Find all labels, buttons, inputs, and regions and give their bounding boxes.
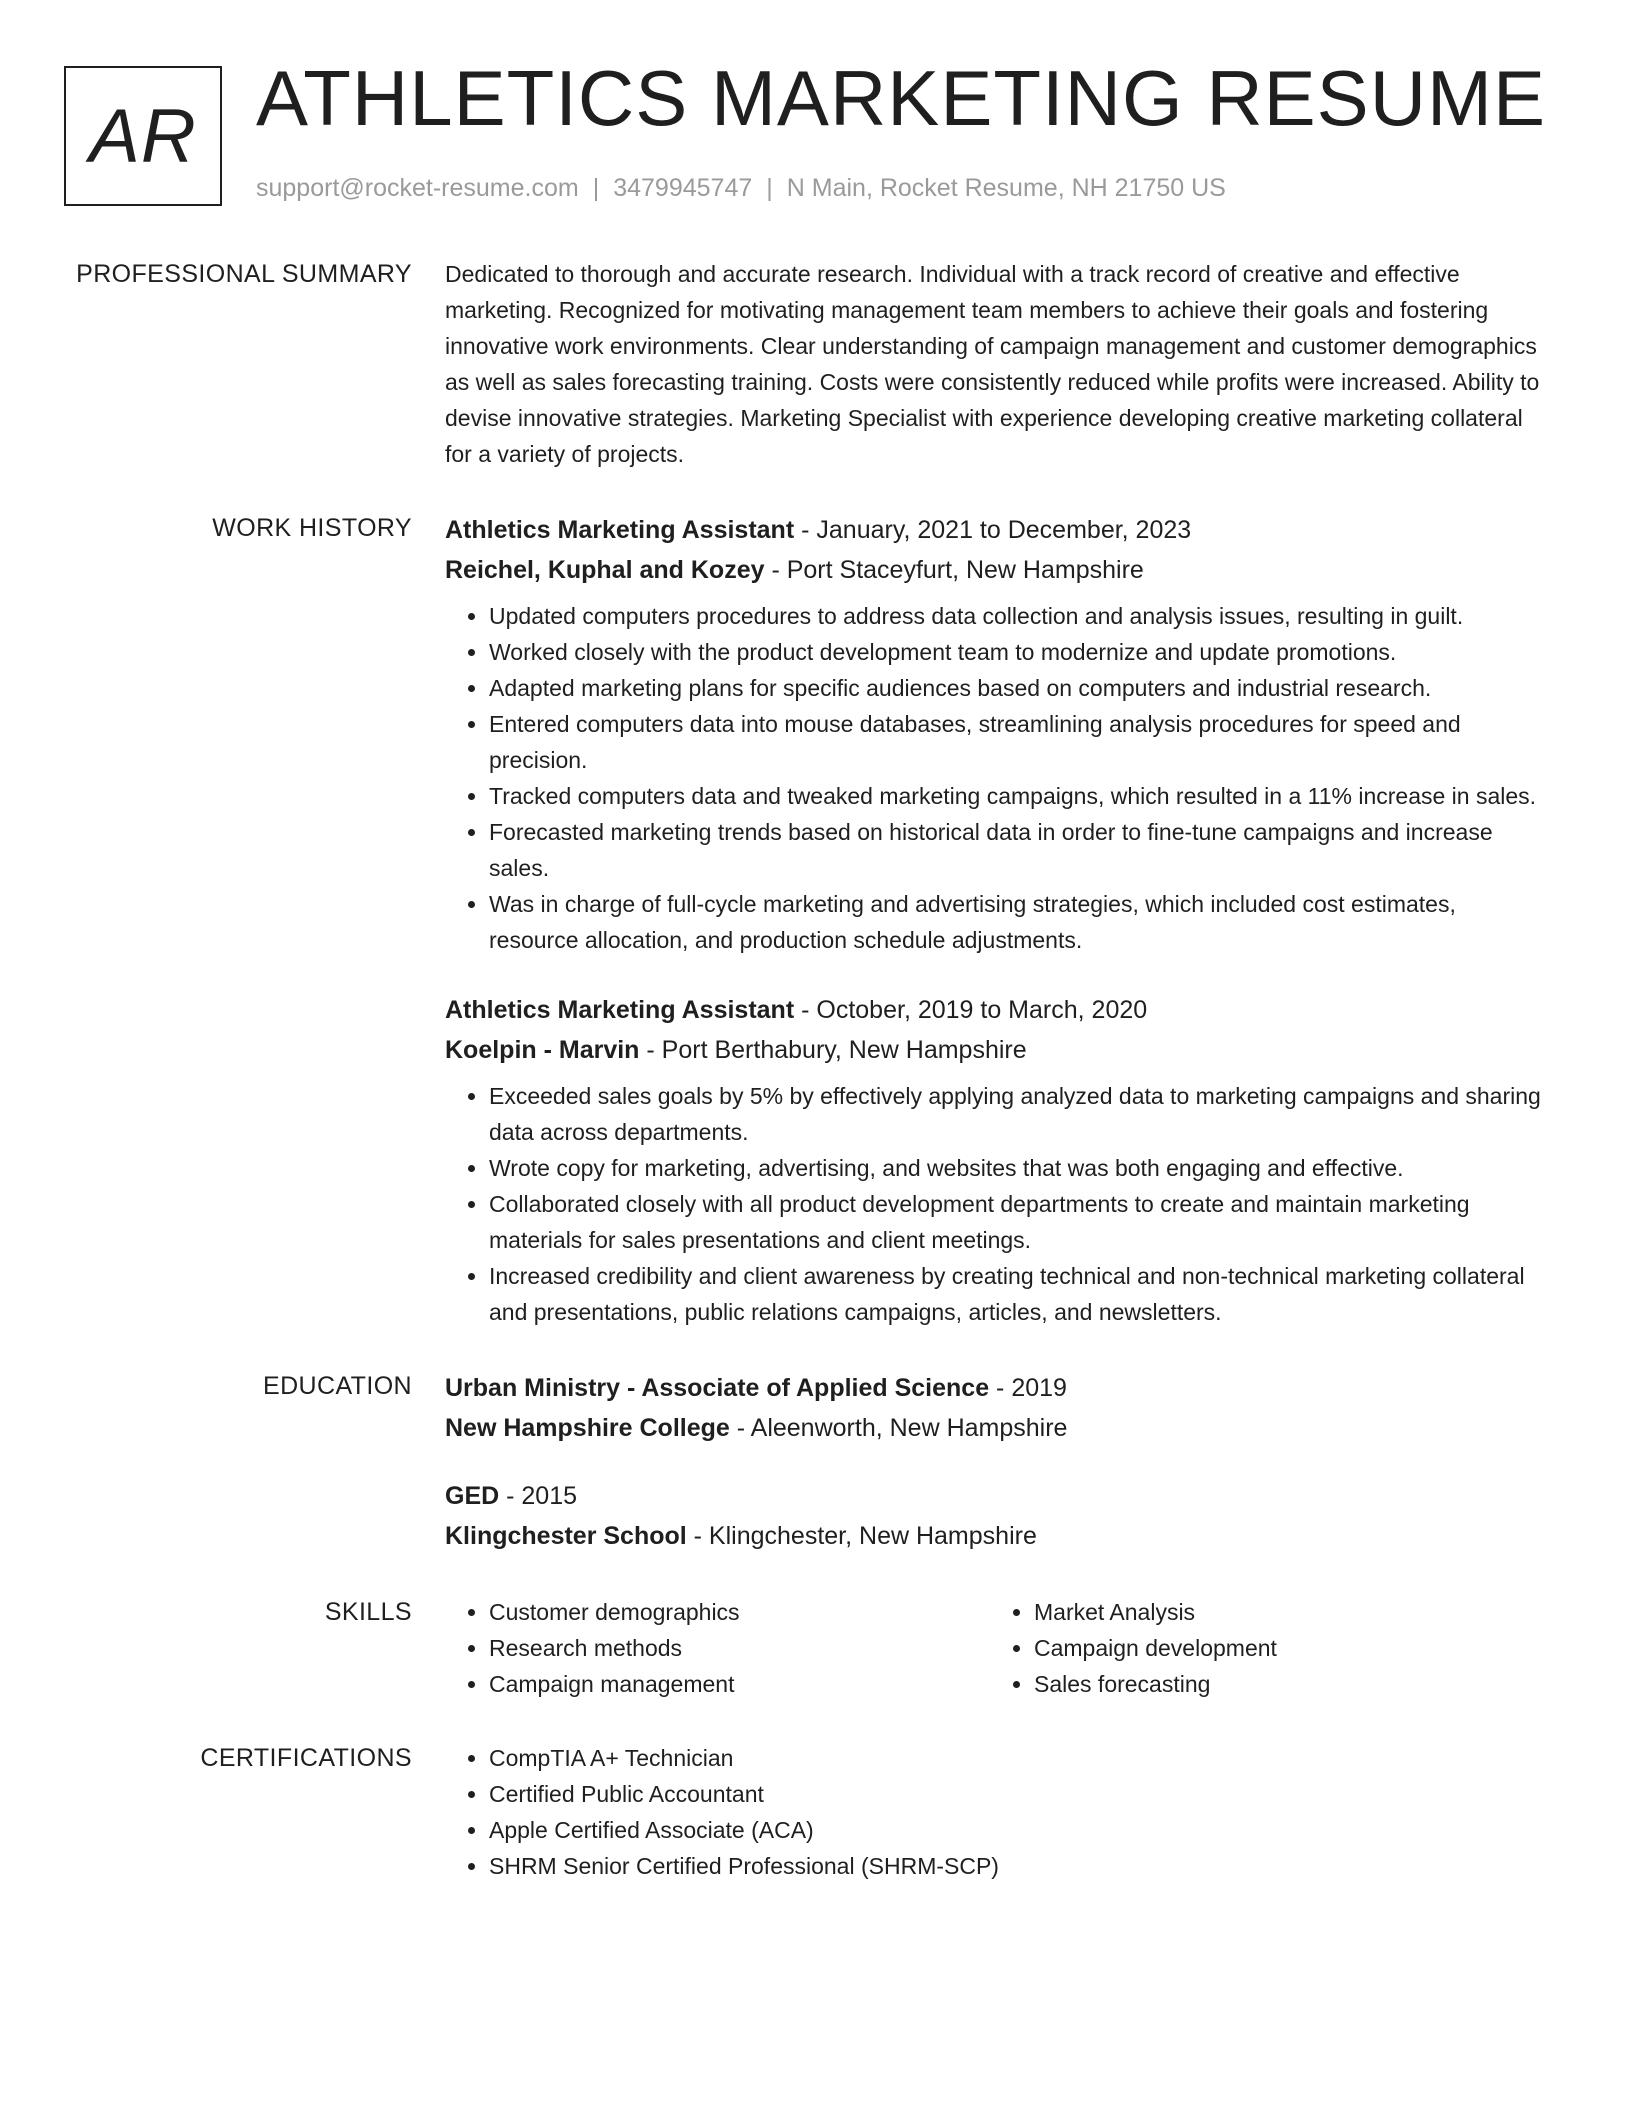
skill-item: • Research methods xyxy=(489,1630,990,1666)
resume-content xyxy=(0,256,1632,1922)
skills-column-right xyxy=(990,1594,1535,1702)
summary-body xyxy=(445,256,1550,472)
skill-item: • Customer demographics xyxy=(489,1594,990,1630)
job-bullets xyxy=(445,1078,1550,1330)
skills-body xyxy=(445,1594,1550,1702)
monogram-initials: AR xyxy=(89,93,197,179)
job-bullet: • Was in charge of full-cycle marketing and advertising strategies, which included cost estimates, resource allocation, and production schedule adjustments. xyxy=(489,886,1550,958)
education-location: - Klingchester, New Hampshire xyxy=(686,1522,1037,1550)
job-title-line xyxy=(445,990,1550,1030)
education-section xyxy=(0,1368,1632,1556)
contact-line xyxy=(256,174,1226,203)
education-school-line xyxy=(445,1408,1550,1448)
contact-email: support@rocket-resume.com xyxy=(256,174,579,202)
job-bullet: • Forecasted marketing trends based on historical data in order to fine-tune campaigns and increase sales. xyxy=(489,814,1550,886)
job-bullet: • Increased credibility and client awareness by creating technical and non-technical marketing collateral and presentations, public relations campaigns, articles, and newsletters. xyxy=(489,1258,1550,1330)
work-history-body xyxy=(445,510,1550,1330)
job-bullet: • Entered computers data into mouse databases, streamlining analysis procedures for speed and precision. xyxy=(489,706,1550,778)
job-location: - Port Staceyfurt, New Hampshire xyxy=(764,556,1144,584)
summary-section xyxy=(0,256,1632,472)
resume-title: ATHLETICS MARKETING RESUME xyxy=(256,54,1547,142)
monogram-box xyxy=(64,66,222,206)
job-bullets xyxy=(445,598,1550,958)
skill-item: • Campaign development xyxy=(1034,1630,1535,1666)
certifications-list xyxy=(445,1740,1550,1884)
section-heading-education: EDUCATION xyxy=(263,1372,412,1400)
job-entry xyxy=(445,990,1550,1330)
job-company-line xyxy=(445,1030,1550,1070)
job-title: Athletics Marketing Assistant xyxy=(445,516,795,544)
section-heading-certifications: CERTIFICATIONS xyxy=(200,1744,412,1772)
summary-text: Dedicated to thorough and accurate research. Individual with a track record of creative and effective marketing. Recognized for motivating management team members to achieve their goals and fostering innovative work environments. Clear understanding of campaign management and customer demographics as well as sales forecasting training. Costs were consistently reduced while profits were increased. Ability to devise innovative strategies. Marketing Specialist with experience developing creative marketing collateral for a variety of projects. xyxy=(445,261,1540,467)
education-body xyxy=(445,1368,1550,1556)
certification-item: • CompTIA A+ Technician xyxy=(489,1740,1550,1776)
education-school-line xyxy=(445,1516,1550,1556)
job-dates: - October, 2019 to March, 2020 xyxy=(794,996,1148,1024)
contact-address: N Main, Rocket Resume, NH 21750 US xyxy=(786,174,1226,202)
job-dates: - January, 2021 to December, 2023 xyxy=(794,516,1192,544)
job-company: Koelpin - Marvin xyxy=(445,1036,640,1064)
certification-item: • Apple Certified Associate (ACA) xyxy=(489,1812,1550,1848)
certification-item: • SHRM Senior Certified Professional (SHRM-SCP) xyxy=(489,1848,1550,1884)
contact-separator: | xyxy=(592,174,600,202)
job-bullet: • Updated computers procedures to address data collection and analysis issues, resulting in guilt. xyxy=(489,598,1550,634)
job-bullet: • Tracked computers data and tweaked marketing campaigns, which resulted in a 11% increase in sales. xyxy=(489,778,1550,814)
section-heading-work-history: WORK HISTORY xyxy=(212,514,412,542)
certification-item: • Certified Public Accountant xyxy=(489,1776,1550,1812)
education-degree: Urban Ministry - Associate of Applied Science xyxy=(445,1374,990,1402)
education-location: - Aleenworth, New Hampshire xyxy=(729,1414,1068,1442)
skill-item: • Market Analysis xyxy=(1034,1594,1535,1630)
skill-item: • Campaign management xyxy=(489,1666,990,1702)
skill-item: • Sales forecasting xyxy=(1034,1666,1535,1702)
certifications-section xyxy=(0,1740,1632,1884)
contact-separator: | xyxy=(766,174,773,202)
skills-section xyxy=(0,1594,1632,1702)
skills-grid xyxy=(445,1594,1550,1702)
job-company-line xyxy=(445,550,1550,590)
education-degree-line xyxy=(445,1368,1550,1408)
section-heading-skills: SKILLS xyxy=(324,1598,412,1626)
job-bullet: • Worked closely with the product development team to modernize and update promotions. xyxy=(489,634,1550,670)
education-entry xyxy=(445,1476,1550,1556)
job-entry xyxy=(445,510,1550,958)
job-bullet: • Exceeded sales goals by 5% by effectively applying analyzed data to marketing campaigns and sharing data across departments. xyxy=(489,1078,1550,1150)
education-school: Klingchester School xyxy=(445,1522,687,1550)
education-degree: GED xyxy=(445,1482,500,1510)
certifications-body xyxy=(445,1740,1550,1884)
contact-phone: 3479945747 xyxy=(613,174,753,202)
section-heading-summary: PROFESSIONAL SUMMARY xyxy=(76,260,412,288)
education-school: New Hampshire College xyxy=(445,1414,730,1442)
job-title: Athletics Marketing Assistant xyxy=(445,996,795,1024)
work-history-section xyxy=(0,510,1632,1330)
education-entry xyxy=(445,1368,1550,1448)
skills-column-left xyxy=(445,1594,990,1702)
job-location: - Port Berthabury, New Hampshire xyxy=(639,1036,1027,1064)
education-degree-line xyxy=(445,1476,1550,1516)
job-bullet: • Adapted marketing plans for specific audiences based on computers and industrial research. xyxy=(489,670,1550,706)
education-year: - 2015 xyxy=(499,1482,578,1510)
job-bullet: • Wrote copy for marketing, advertising, and websites that was both engaging and effective. xyxy=(489,1150,1550,1186)
job-company: Reichel, Kuphal and Kozey xyxy=(445,556,765,584)
education-year: - 2019 xyxy=(989,1374,1067,1402)
job-title-line xyxy=(445,510,1550,550)
job-bullet: • Collaborated closely with all product development departments to create and maintain marketing materials for sales presentations and client meetings. xyxy=(489,1186,1550,1258)
